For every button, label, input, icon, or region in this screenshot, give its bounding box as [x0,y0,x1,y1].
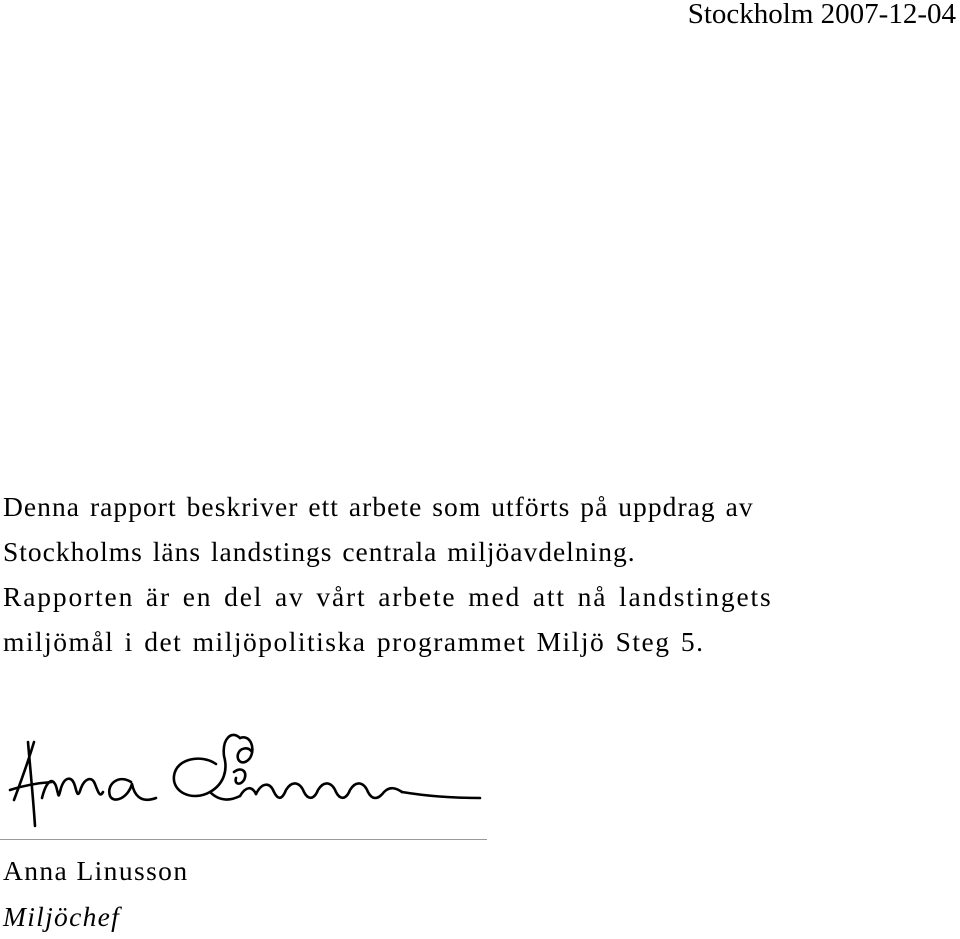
body-line: Rapporten är en del av vårt arbete med att nå landstingets [3,581,773,612]
signer-title: Miljöchef [3,901,121,932]
body-paragraph [3,484,943,664]
body-line: Stockholms läns landstings centrala miljöavdelning. [3,536,636,567]
body-line: Denna rapport beskriver ett arbete som utförts på uppdrag av [3,491,754,522]
signature-stroke [174,735,240,796]
signature-stroke [238,737,253,762]
signer-name: Anna Linusson [3,855,189,886]
signature-stroke [109,779,156,800]
signature-stroke [240,788,256,796]
signature-stroke [256,783,402,798]
body-line: miljömål i det miljöpolitiska programmet Miljö Steg 5. [3,626,705,657]
signature-line [0,839,487,840]
signature-stroke [402,792,480,798]
handwritten-signature [6,726,486,838]
signature-stroke [210,792,240,799]
signature-stroke [42,779,103,798]
signature-stroke [234,770,245,784]
document-date: Stockholm 2007-12-04 [687,0,956,30]
